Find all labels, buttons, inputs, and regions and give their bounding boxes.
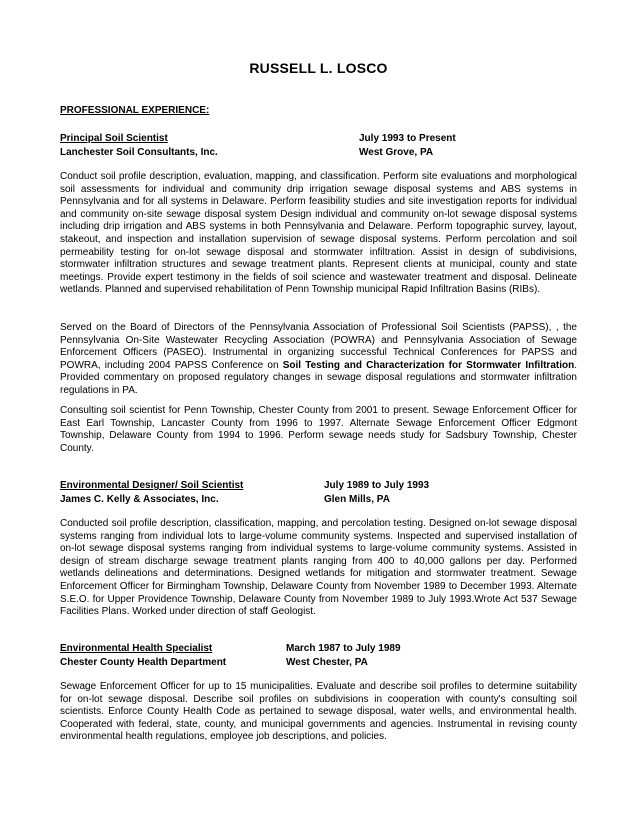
job-description-paragraph: Sewage Enforcement Officer for up to 15 municipalities. Evaluate and describe soil profiles to determine suitability for on-lot sewage disposal. Describe soil profiles on subdivisions in cooperation with county's consulting soil scientists. Enforce County Health Code as pertained to sewage disposal, water wells, and environmental health. Cooperated with federal, state, county, and municipal governments and agencies. Instrumental in revising county environmental health regulations, employee job descriptions, and policies. [60,681,577,743]
job-title: Environmental Health Specialist [60,643,213,654]
job-title: Principal Soil Scientist [60,133,168,144]
job-location: West Chester, PA [286,657,368,668]
job-company-row [60,147,577,161]
job-title-row [60,643,577,657]
job-entry-principal-soil-scientist [60,133,577,161]
paragraph-text: . Provided commentary on proposed regulatory changes in sewage disposal regulations and stormwater infiltration regulations in PA. [60,359,577,396]
resume-name: RUSSELL L. LOSCO [249,60,388,76]
job-title: Environmental Designer/ Soil Scientist [60,480,244,491]
job-location: Glen Mills, PA [324,494,390,505]
job-description-paragraph [60,322,577,398]
job-dates: July 1993 to Present [359,133,456,144]
job-title-row [60,133,577,147]
job-entry-environmental-health-specialist [60,643,577,671]
job-description-paragraph: Conduct soil profile description, evaluation, mapping, and classification. Perform site evaluations and morphological soil assessments for individual and community drip irrigation sewage disposal systems and ABS systems in Pennsylvania and for all systems in Delaware. Perform feasibility studies and site investigation reports for individual and community on-site sewage disposal system Design individual and community on-lot sewage disposal systems including drip irrigation and ABS systems in both Pennsylvania and Delaware. Perform topographic survey, layout, stakeout, and inspection and installation supervision of sewage disposal systems. Perform percolation and soil permeability testing for on-lot sewage disposal and stormwater infiltration. Assist in design of subdivisions, stormwater infiltration structures and sewage treatment plants. Represent clients at municipal, county and state meetings. Provide expert testimony in the fields of soil science and wastewater treatment and disposal. Delineate wetlands. Planned and supervised rehabilitation of Penn Township municipal Rapid Infiltration Basins (RIBs). [60,171,577,296]
paragraph-text: Served on the Board of Directors of the Pennsylvania Association of Professional Soil Scientists (PAPSS), , the Pennsylvania On-Site Wastewater Recycling Association (POWRA) and Pennsylvania Association of Sewage Enforcement Officers (PASEO). Instrumental in organizing successful Technical Conferences for PAPSS and POWRA, including 2004 PAPSS Conference on [60,322,577,371]
job-description-paragraph: Conducted soil profile description, classification, mapping, and percolation testing. Designed on-lot sewage disposal systems ranging from individual lots to large-volume community systems. Inspected and supervised installation of on-lot sewage disposal systems ranging from individual systems to large-volume community systems. Assisted in design of stream discharge sewage treatment plants ranging from 400 to 40,000 gallons per day. Performed wetlands delineations and determinations. Designed wetlands for mitigation and stormwater treatment. Sewage Enforcement Officer for Birmingham Township, Delaware County from November 1989 to December 1993. Alternate S.E.O. for Upper Providence Township, Delaware County from November 1989 to July 1993.Wrote Act 537 Sewage Facilities Plans. Worked under direction of staff Geologist. [60,518,577,618]
job-entry-environmental-designer [60,480,577,508]
job-dates: July 1989 to July 1993 [324,480,430,491]
paragraph-bold-text: Soil Testing and Characterization for Stormwater Infiltration [282,359,575,371]
job-company-row [60,494,577,508]
job-company-row [60,657,577,671]
job-company: James C. Kelly & Associates, Inc. [60,494,219,505]
job-company: Lanchester Soil Consultants, Inc. [60,147,218,158]
job-company: Chester County Health Department [60,657,227,668]
job-description-paragraph: Consulting soil scientist for Penn Township, Chester County from 2001 to present. Sewage Enforcement Officer for East Earl Township, Lancaster County from 1996 to 1997. Alternate Sewage Enforcement Officer Edgmont Township, Delaware County from 1994 to 1996. Perform sewage needs study for Sadsbury Township, Chester County. [60,405,577,454]
section-heading-professional-experience: PROFESSIONAL EXPERIENCE: [60,105,210,116]
job-title-row [60,480,577,494]
job-dates: March 1987 to July 1989 [286,643,401,654]
job-location: West Grove, PA [359,147,434,158]
